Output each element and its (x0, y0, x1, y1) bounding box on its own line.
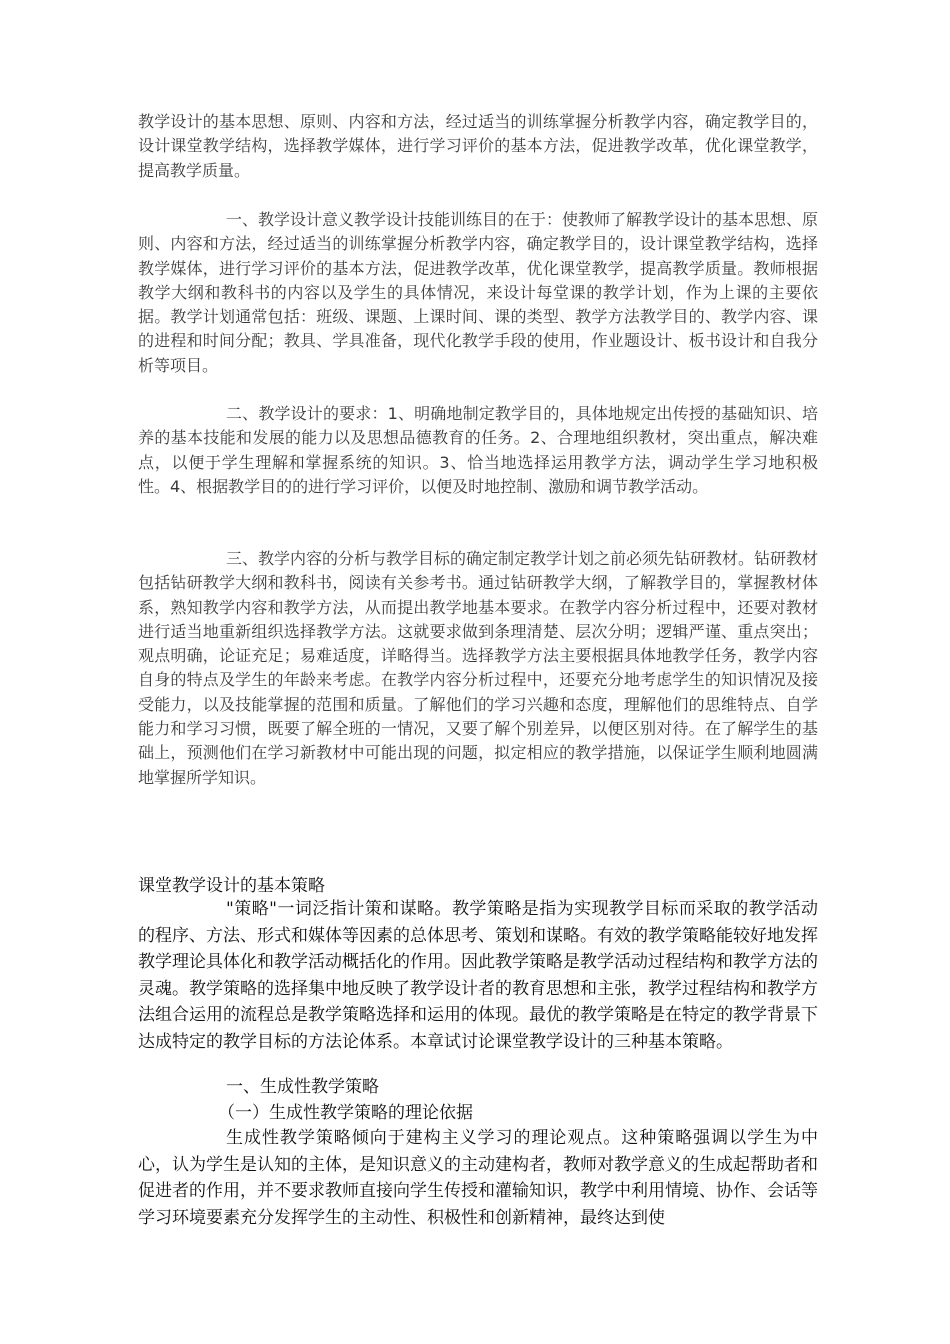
intro-paragraph: 教学设计的基本思想、原则、内容和方法，经过适当的训练掌握分析教学内容，确定教学目的，设计课堂教学结构，选择教学媒体，进行学习评价的基本方法，促进教学改革，优化课堂教学，提高教学质量。 (138, 112, 818, 180)
section-title: 课堂教学设计的基本策略 (138, 876, 325, 896)
content-analysis-paragraph: 三、教学内容的分析与教学目标的确定制定教学计划之前必须先钻研教材。钻研教材包括钻研教学大纲和教科书，阅读有关参考书。通过钻研教学大纲，了解教学目的，掌握教材体系，熟知教学内容和教学方法，从而提出教学地基本要求。在教学内容分析过程中，还要对教材进行适当地重新组织选择教学方法。这就要求做到条理清楚、层次分明；逻辑严谨、重点突出；观点明确，论证充足；易难适度，详略得当。选择教学方法主要根据具体地教学任务，教学内容自身的特点及学生的年龄来考虑。在教学内容分析过程中，还要充分地考虑学生的知识情况及接受能力，以及技能掌握的范围和质量。了解他们的学习兴趣和态度，理解他们的思维特点、自学能力和学习习惯，既要了解全班的一情况，又要了解个别差异，以便区别对待。在了解学生的基础上，预测他们在学习新教材中可能出现的问题，拟定相应的教学措施，以保证学生顺利地圆满地掌握所学知识。 (138, 549, 819, 787)
strategy-intro-paragraph: "策略"一词泛指计策和谋略。教学策略是指为实现教学目标而采取的教学活动的程序、方法、形式和媒体等因素的总体思考、策划和谋略。有效的教学策略能较好地发挥教学理论具体化和教学活动概括化的作用。因此教学策略是教学活动过程结构和教学方法的灵魂。教学策略的选择集中地反映了教学设计者的教育思想和主张，教学过程结构和教学方法组合运用的流程总是教学策略选择和运用的体现。最优的教学策略是在特定的教学背景下达成特定的教学目标的方法论体系。本章试讨论课堂教学设计的三种基本策略。 (138, 899, 818, 1052)
subheading-theoretical-basis: （一）生成性教学策略的理论依据 (218, 1103, 473, 1123)
design-meaning-paragraph: 一、教学设计意义教学设计技能训练目的在于：使教师了解教学设计的基本思想、原则、内容和方法，经过适当的训练掌握分析教学内容，确定教学目的，设计课堂教学结构，选择教学媒体，进行学习评价的基本方法，促进教学改革，优化课堂教学，提高教学质量。教师根据教学大纲和教科书的内容以及学生的具体情况，来设计每堂课的教学计划，作为上课的主要依据。教学计划通常包括：班级、课题、上课时间、课的类型、教学方法教学目的、教学内容、课的进程和时间分配；教具、学具准备，现代化教学手段的使用，作业题设计、板书设计和自我分析等项目。 (138, 210, 819, 375)
generative-strategy-paragraph: 生成性教学策略倾向于建构主义学习的理论观点。这种策略强调以学生为中心，认为学生是认知的主体，是知识意义的主动建构者，教师对教学意义的生成起帮助者和促进者的作用，并不要求教师直接向学生传授和灌输知识，教学中利用情境、协作、会话等学习环境要素充分发挥学生的主动性、积极性和创新精神，最终达到使 (138, 1128, 818, 1228)
subheading-generative-strategy: 一、生成性教学策略 (226, 1077, 379, 1097)
design-requirements-paragraph: 二、教学设计的要求：1、明确地制定教学目的，具体地规定出传授的基础知识、培养的基本技能和发展的能力以及思想品德教育的任务。2、合理地组织教材，突出重点，解决难点，以便于学生理解和掌握系统的知识。3、恰当地选择运用教学方法，调动学生学习地积极性。4、根据教学目的的进行学习评价，以便及时地控制、激励和调节教学活动。 (138, 404, 818, 496)
